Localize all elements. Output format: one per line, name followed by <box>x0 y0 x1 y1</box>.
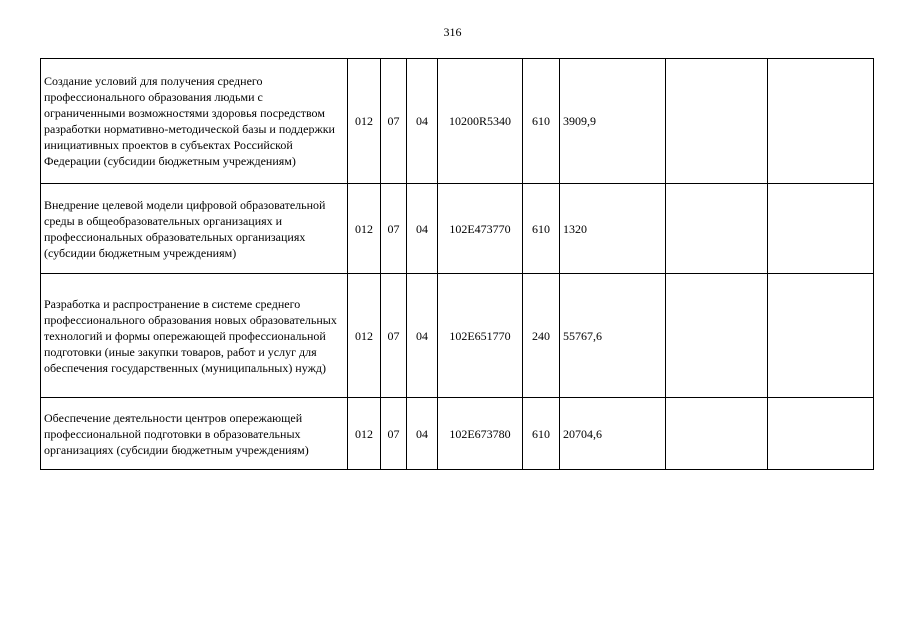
amount-cell: 20704,6 <box>560 398 666 470</box>
subsection-code: 04 <box>407 274 438 398</box>
expense-type-code: 610 <box>523 59 560 184</box>
section-code: 07 <box>381 59 407 184</box>
row-name: Разработка и распространение в системе среднего профессионального образования новых образовательных технологий и формы опережающей профессиональной подготовки (иные закупки товаров, работ и услуг для обеспечения государственных (муниципальных) нужд) <box>41 274 348 398</box>
budget-table <box>40 58 874 470</box>
subsection-code: 04 <box>407 59 438 184</box>
expense-type-code: 610 <box>523 398 560 470</box>
amount-cell: 3909,9 <box>560 59 666 184</box>
target-article-code: 102E651770 <box>438 274 523 398</box>
section-code: 07 <box>381 274 407 398</box>
row-name: Создание условий для получения среднего профессионального образования людьми с ограниченными возможностями здоровья посредством разработки нормативно-методической базы и поддержки инициативных проектов в субъектах Российской Федерации (субсидии бюджетным учреждениям) <box>41 59 348 184</box>
table-row <box>41 59 874 184</box>
section-code: 07 <box>381 398 407 470</box>
ministry-code: 012 <box>348 59 381 184</box>
empty-cell <box>768 274 874 398</box>
empty-cell <box>666 398 768 470</box>
empty-cell <box>768 59 874 184</box>
ministry-code: 012 <box>348 184 381 274</box>
expense-type-code: 240 <box>523 274 560 398</box>
section-code: 07 <box>381 184 407 274</box>
target-article-code: 102E673780 <box>438 398 523 470</box>
subsection-code: 04 <box>407 184 438 274</box>
empty-cell <box>666 59 768 184</box>
amount-cell: 1320 <box>560 184 666 274</box>
empty-cell <box>666 274 768 398</box>
target-article-code: 102E473770 <box>438 184 523 274</box>
ministry-code: 012 <box>348 274 381 398</box>
target-article-code: 10200R5340 <box>438 59 523 184</box>
row-name: Обеспечение деятельности центров опережающей профессиональной подготовки в образовательных организациях (субсидии бюджетным учреждениям) <box>41 398 348 470</box>
table-row <box>41 274 874 398</box>
empty-cell <box>768 184 874 274</box>
subsection-code: 04 <box>407 398 438 470</box>
empty-cell <box>666 184 768 274</box>
expense-type-code: 610 <box>523 184 560 274</box>
table-row <box>41 398 874 470</box>
page-number: 316 <box>443 25 462 39</box>
empty-cell <box>768 398 874 470</box>
row-name: Внедрение целевой модели цифровой образовательной среды в общеобразовательных организациях и профессиональных образовательных организациях (субсидии бюджетным учреждениям) <box>41 184 348 274</box>
amount-cell: 55767,6 <box>560 274 666 398</box>
ministry-code: 012 <box>348 398 381 470</box>
table-row <box>41 184 874 274</box>
